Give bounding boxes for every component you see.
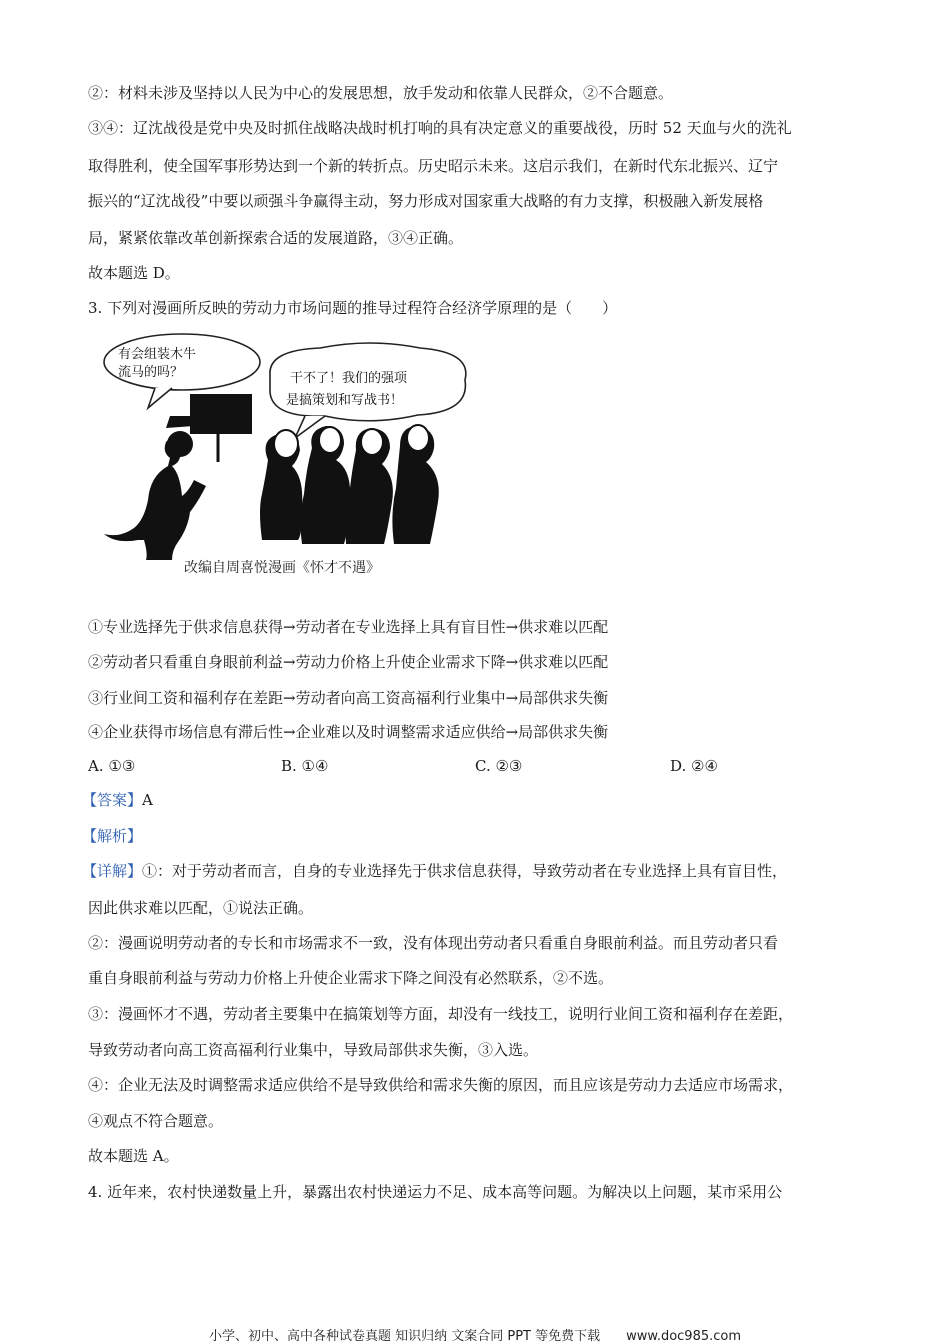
option-b: B. ①④ (281, 757, 329, 775)
text-line: 取得胜利，使全国军事形势达到一个新的转折点。历史昭示未来。这启示我们，在新时代东北振兴、辽宁 (88, 157, 779, 175)
bubble-left-line1: 有会组装木牛 (118, 347, 197, 362)
crowd-figures (260, 425, 439, 544)
page-footer: 小学、初中、高中各种试卷真题 知识归纳 文案合同 PPT 等免费下载 www.doc985.com (208, 1329, 742, 1344)
answer-value: A (142, 791, 153, 809)
option-d: D. ②④ (670, 757, 718, 775)
option-a: A. ①③ (88, 757, 136, 775)
answer-tag: 【答案】 (82, 791, 143, 809)
bubble-right-line2: 是搞策划和写战书！ (286, 393, 404, 408)
detail-line: ④：企业无法及时调整需求适应供给不是导致供给和需求失衡的原因，而且应该是劳动力去适应市场需求， (88, 1076, 794, 1094)
text-line: 振兴的“辽沈战役”中要以顽强斗争赢得主动，努力形成对国家重大战略的有力支撑，积极融入新发展格 (88, 192, 764, 210)
text-line: ②：材料未涉及坚持以人民为中心的发展思想，放手发动和依靠人民群众，②不合题意。 (88, 84, 674, 102)
bubble-left-line2: 流马的吗？ (118, 365, 184, 380)
detail-line (82, 861, 787, 881)
cartoon-caption: 改编自周喜悦漫画《怀才不遇》 (184, 560, 380, 576)
detail-tag: 【详解】 (82, 862, 143, 880)
statement-1: ①专业选择先于供求信息获得→劳动者在专业选择上具有盲目性→供求难以匹配 (88, 618, 609, 636)
option-c: C. ②③ (475, 757, 523, 775)
statement-4: ④企业获得市场信息有滞后性→企业难以及时调整需求适应供给→局部供求失衡 (88, 723, 609, 741)
detail-line: 重自身眼前利益与劳动力价格上升使企业需求下降之间没有必然联系，②不选。 (88, 969, 614, 987)
detail-line: 导致劳动者向高工资高福利行业集中，导致局部供求失衡，③入选。 (88, 1041, 539, 1059)
sign-board (190, 394, 252, 434)
question-4-stem: 4. 近年来，农村快递数量上升，暴露出农村快递运力不足、成本高等问题。为解决以上问题，某市采用公 (88, 1183, 783, 1201)
bubble-right-line1: 干不了！我们的强项 (290, 371, 408, 386)
detail-line: 因此供求难以匹配，①说法正确。 (88, 899, 314, 917)
text-line: 局，紧紧依靠改革创新探索合适的发展道路，③④正确。 (88, 229, 464, 247)
answer-line (82, 790, 153, 810)
text-line: ③④：辽沈战役是党中央及时抓住战略决战时机打响的具有决定意义的重要战役，历时 52 天血与火的洗礼 (88, 119, 792, 137)
statement-2: ②劳动者只看重自身眼前利益→劳动力价格上升使企业需求下降→供求难以匹配 (88, 653, 609, 671)
detail-text: ①：对于劳动者而言，自身的专业选择先于供求信息获得，导致劳动者在专业选择上具有盲目性， (142, 862, 788, 880)
statement-3: ③行业间工资和福利存在差距→劳动者向高工资高福利行业集中→局部供求失衡 (88, 689, 609, 707)
speech-bubble-left (104, 334, 260, 390)
text-line: 故本题选 D。 (88, 264, 180, 282)
detail-line: ④观点不符合题意。 (88, 1112, 224, 1130)
detail-line: ③：漫画怀才不遇，劳动者主要集中在搞策划等方面，却没有一线技工，说明行业间工资和福利存在差距， (88, 1005, 794, 1023)
detail-line: ②：漫画说明劳动者的专长和市场需求不一致，没有体现出劳动者只看重自身眼前利益。而且劳动者只看 (88, 934, 779, 952)
general-figure (104, 416, 206, 560)
detail-line: 故本题选 A。 (88, 1147, 179, 1165)
cartoon-image (100, 330, 480, 590)
question-3-stem: 3. 下列对漫画所反映的劳动力市场问题的推导过程符合经济学原理的是（ ） (88, 299, 618, 317)
analysis-tag: 【解析】 (82, 827, 143, 845)
